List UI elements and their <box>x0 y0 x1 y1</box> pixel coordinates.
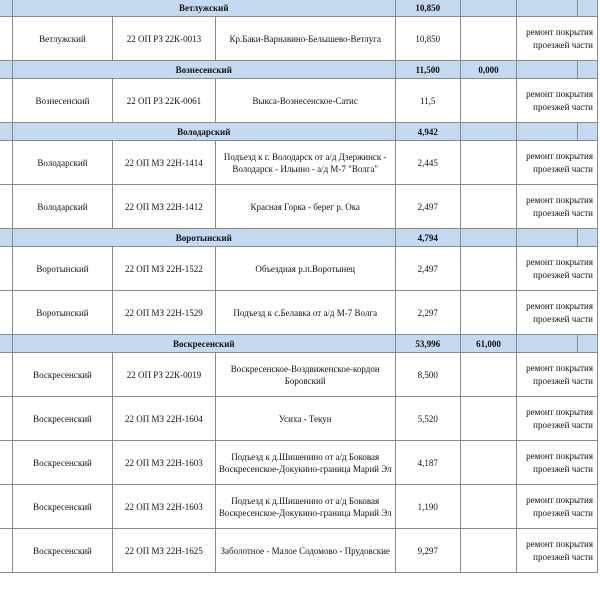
road-name-cell[interactable]: Кр.Баки-Варнавино-Белышево-Ветлуга <box>215 17 395 61</box>
row-spacer-cell[interactable] <box>0 79 12 123</box>
road-code-cell[interactable]: 22 ОП РЗ 22К-0019 <box>113 353 215 397</box>
road-code-cell[interactable]: 22 ОП МЗ 22Н-1604 <box>113 397 215 441</box>
group-empty-cell[interactable] <box>517 123 578 141</box>
group-header-row <box>0 335 598 353</box>
group-empty-cell[interactable] <box>517 335 578 353</box>
road-name-cell[interactable]: Подъезд к г. Володарск от а/д Дзержинск - Володарск - Ильино - а/д М-7 "Волга" <box>215 141 395 185</box>
group-total-cell[interactable]: 11,500 <box>395 61 460 79</box>
group-edge-cell[interactable] <box>578 123 598 141</box>
group-header-row <box>0 229 598 247</box>
road-code-cell[interactable]: 22 ОП МЗ 22Н-1522 <box>113 247 215 291</box>
row-spacer-cell[interactable] <box>0 291 12 335</box>
length-cell[interactable]: 2,445 <box>395 141 460 185</box>
group-total-cell[interactable]: 10,850 <box>395 0 460 17</box>
road-name-cell[interactable]: Заболотное - Малое Содомово - Прудовские <box>215 529 395 573</box>
work-type-cell[interactable]: ремонт покрытия проезжей части <box>517 17 598 61</box>
group-extra-cell[interactable] <box>460 0 517 17</box>
district-cell[interactable]: Вознесенский <box>12 79 113 123</box>
extra-cell[interactable] <box>460 485 517 529</box>
group-empty-cell[interactable] <box>517 61 578 79</box>
road-code-cell[interactable]: 22 ОП МЗ 22Н-1625 <box>113 529 215 573</box>
row-spacer-cell[interactable] <box>0 397 12 441</box>
extra-cell[interactable] <box>460 441 517 485</box>
road-code-cell[interactable]: 22 ОП МЗ 22Н-1414 <box>113 141 215 185</box>
group-total-cell[interactable]: 53,996 <box>395 335 460 353</box>
group-edge-cell[interactable] <box>578 229 598 247</box>
district-cell[interactable]: Воскресенский <box>12 529 113 573</box>
table-row <box>0 79 598 123</box>
group-extra-cell[interactable] <box>460 123 517 141</box>
length-cell[interactable]: 10,850 <box>395 17 460 61</box>
district-cell[interactable]: Воротынский <box>12 291 113 335</box>
district-cell[interactable]: Володарский <box>12 141 113 185</box>
group-empty-cell[interactable] <box>517 0 578 17</box>
road-name-cell[interactable]: Воскресенское-Воздвиженское-кордон Боровский <box>215 353 395 397</box>
table-row <box>0 397 598 441</box>
length-cell[interactable]: 9,297 <box>395 529 460 573</box>
table-row <box>0 441 598 485</box>
group-total-cell[interactable]: 4,942 <box>395 123 460 141</box>
group-spacer-cell[interactable] <box>0 61 12 79</box>
road-name-cell[interactable]: Усиха - Текун <box>215 397 395 441</box>
length-cell[interactable]: 8,500 <box>395 353 460 397</box>
row-spacer-cell[interactable] <box>0 185 12 229</box>
road-code-cell[interactable]: 22 ОП МЗ 22Н-1529 <box>113 291 215 335</box>
work-type-cell[interactable]: ремонт покрытия проезжей части <box>517 247 598 291</box>
road-name-cell[interactable]: Подъезд к д.Шишенино от а/д Боковая Воскресенское-Докукино-граница Марий Эл <box>215 485 395 529</box>
row-spacer-cell[interactable] <box>0 247 12 291</box>
extra-cell[interactable] <box>460 353 517 397</box>
road-code-cell[interactable]: 22 ОП МЗ 22Н-1412 <box>113 185 215 229</box>
group-empty-cell[interactable] <box>517 229 578 247</box>
work-type-cell[interactable]: ремонт покрытия проезжей части <box>517 529 598 573</box>
table-row <box>0 485 598 529</box>
group-name-cell[interactable]: Воротынский <box>12 229 395 247</box>
group-header-row <box>0 61 598 79</box>
road-name-cell[interactable]: Выкса-Вознесенское-Сатис <box>215 79 395 123</box>
group-name-cell[interactable]: Воскресенский <box>12 335 395 353</box>
road-code-cell[interactable]: 22 ОП РЗ 22К-0061 <box>113 79 215 123</box>
work-type-cell[interactable]: ремонт покрытия проезжей части <box>517 485 598 529</box>
group-extra-cell[interactable]: 61,000 <box>460 335 517 353</box>
table-row <box>0 185 598 229</box>
group-spacer-cell[interactable] <box>0 123 12 141</box>
district-cell[interactable]: Воскресенский <box>12 397 113 441</box>
work-type-cell[interactable]: ремонт покрытия проезжей части <box>517 441 598 485</box>
table-row <box>0 353 598 397</box>
extra-cell[interactable] <box>460 17 517 61</box>
road-name-cell[interactable]: Подъезд к с.Белавка от а/д М-7 Волга <box>215 291 395 335</box>
row-spacer-cell[interactable] <box>0 141 12 185</box>
row-spacer-cell[interactable] <box>0 529 12 573</box>
district-cell[interactable]: Воскресенский <box>12 485 113 529</box>
group-spacer-cell[interactable] <box>0 335 12 353</box>
road-name-cell[interactable]: Красная Горка - берег р. Ока <box>215 185 395 229</box>
work-type-cell[interactable]: ремонт покрытия проезжей части <box>517 185 598 229</box>
extra-cell[interactable] <box>460 529 517 573</box>
row-spacer-cell[interactable] <box>0 485 12 529</box>
group-name-cell[interactable]: Володарский <box>12 123 395 141</box>
work-type-cell[interactable]: ремонт покрытия проезжей части <box>517 141 598 185</box>
work-type-cell[interactable]: ремонт покрытия проезжей части <box>517 291 598 335</box>
group-edge-cell[interactable] <box>578 61 598 79</box>
district-cell[interactable]: Ветлужский <box>12 17 113 61</box>
group-header-row <box>0 123 598 141</box>
row-spacer-cell[interactable] <box>0 353 12 397</box>
group-edge-cell[interactable] <box>578 335 598 353</box>
extra-cell[interactable] <box>460 397 517 441</box>
group-extra-cell[interactable] <box>460 229 517 247</box>
group-header-row <box>0 0 598 17</box>
length-cell[interactable]: 2,497 <box>395 185 460 229</box>
extra-cell[interactable] <box>460 291 517 335</box>
district-cell[interactable]: Воскресенский <box>12 441 113 485</box>
work-type-cell[interactable]: ремонт покрытия проезжей части <box>517 79 598 123</box>
district-cell[interactable]: Володарский <box>12 185 113 229</box>
row-spacer-cell[interactable] <box>0 17 12 61</box>
group-spacer-cell[interactable] <box>0 0 12 17</box>
work-type-cell[interactable]: ремонт покрытия проезжей части <box>517 353 598 397</box>
extra-cell[interactable] <box>460 185 517 229</box>
length-cell[interactable]: 2,497 <box>395 247 460 291</box>
group-total-cell[interactable]: 4,794 <box>395 229 460 247</box>
group-spacer-cell[interactable] <box>0 229 12 247</box>
group-edge-cell[interactable] <box>578 0 598 17</box>
road-name-cell[interactable]: Подъезд к д.Шишенино от а/д Боковая Воскресенское-Докукино-граница Марий Эл <box>215 441 395 485</box>
table-row <box>0 17 598 61</box>
table-row <box>0 291 598 335</box>
district-cell[interactable]: Воротынский <box>12 247 113 291</box>
length-cell[interactable]: 1,190 <box>395 485 460 529</box>
length-cell[interactable]: 11,5 <box>395 79 460 123</box>
work-type-cell[interactable]: ремонт покрытия проезжей части <box>517 397 598 441</box>
road-code-cell[interactable]: 22 ОП МЗ 22Н-1603 <box>113 485 215 529</box>
length-cell[interactable]: 2,297 <box>395 291 460 335</box>
road-code-cell[interactable]: 22 ОП МЗ 22Н-1603 <box>113 441 215 485</box>
extra-cell[interactable] <box>460 141 517 185</box>
district-cell[interactable]: Воскресенский <box>12 353 113 397</box>
length-cell[interactable]: 4,187 <box>395 441 460 485</box>
road-name-cell[interactable]: Объездная р.п.Воротынец <box>215 247 395 291</box>
table-row <box>0 529 598 573</box>
length-cell[interactable]: 5,520 <box>395 397 460 441</box>
extra-cell[interactable] <box>460 79 517 123</box>
extra-cell[interactable] <box>460 247 517 291</box>
table-row <box>0 247 598 291</box>
table-row <box>0 141 598 185</box>
group-name-cell[interactable]: Ветлужский <box>12 0 395 17</box>
group-extra-cell[interactable]: 0,000 <box>460 61 517 79</box>
row-spacer-cell[interactable] <box>0 441 12 485</box>
group-name-cell[interactable]: Вознесенский <box>12 61 395 79</box>
road-code-cell[interactable]: 22 ОП РЗ 22К-0013 <box>113 17 215 61</box>
